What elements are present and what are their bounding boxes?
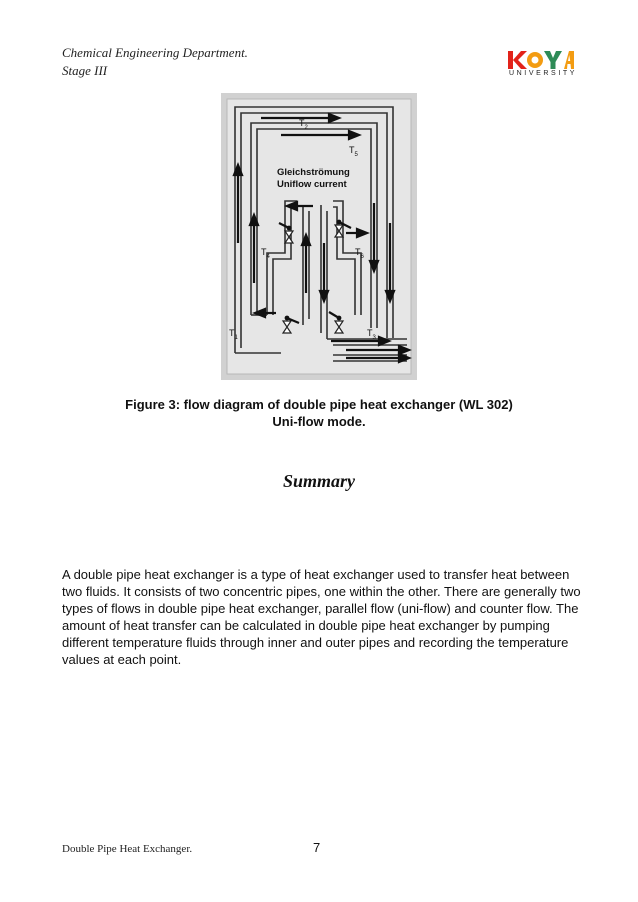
logo-wordmark: UNIVERSITY (509, 70, 578, 77)
footer-title: Double Pipe Heat Exchanger. (62, 843, 193, 855)
page-number: 7 (313, 840, 321, 855)
label-t4: $T_4$ (261, 247, 270, 260)
uniflow-diagram (221, 93, 417, 380)
label-t1: $T_1$ (229, 328, 238, 341)
summary-paragraph: A double pipe heat exchanger is a type of heat exchanger used to transfer heat between two fluids. It consists of two concentric pipes, one within the other. There are generally two types of flows in double pipe heat exchanger, parallel flow (uni-flow) and counter flow. The amount of heat transfer can be calculated in double pipe heat exchanger by pumping different temperature fluids through inner and outer pipes and recording the temperature values at each point. (62, 567, 581, 667)
label-t5: $T_5$ (349, 145, 358, 158)
label-t2: $T_2$ (299, 118, 308, 131)
diagram-title-german: Gleichströmung (277, 167, 350, 178)
university-logo (508, 50, 578, 82)
page-header (62, 44, 248, 80)
koya-logo-icon (508, 50, 574, 70)
section-title: Summary (282, 471, 356, 491)
diagram-title-english: Uniflow current (277, 179, 347, 190)
header-department: Chemical Engineering Department. (62, 45, 248, 60)
figure-caption: Figure 3: flow diagram of double pipe heat exchanger (WL 302) (125, 397, 513, 412)
figure-caption-subtitle: Uni-flow mode. (272, 414, 366, 429)
label-t3: $T_3$ (367, 328, 376, 341)
label-t6: $T_6$ (355, 247, 364, 260)
flow-diagram-figure (221, 93, 417, 380)
header-stage: Stage III (62, 63, 108, 78)
